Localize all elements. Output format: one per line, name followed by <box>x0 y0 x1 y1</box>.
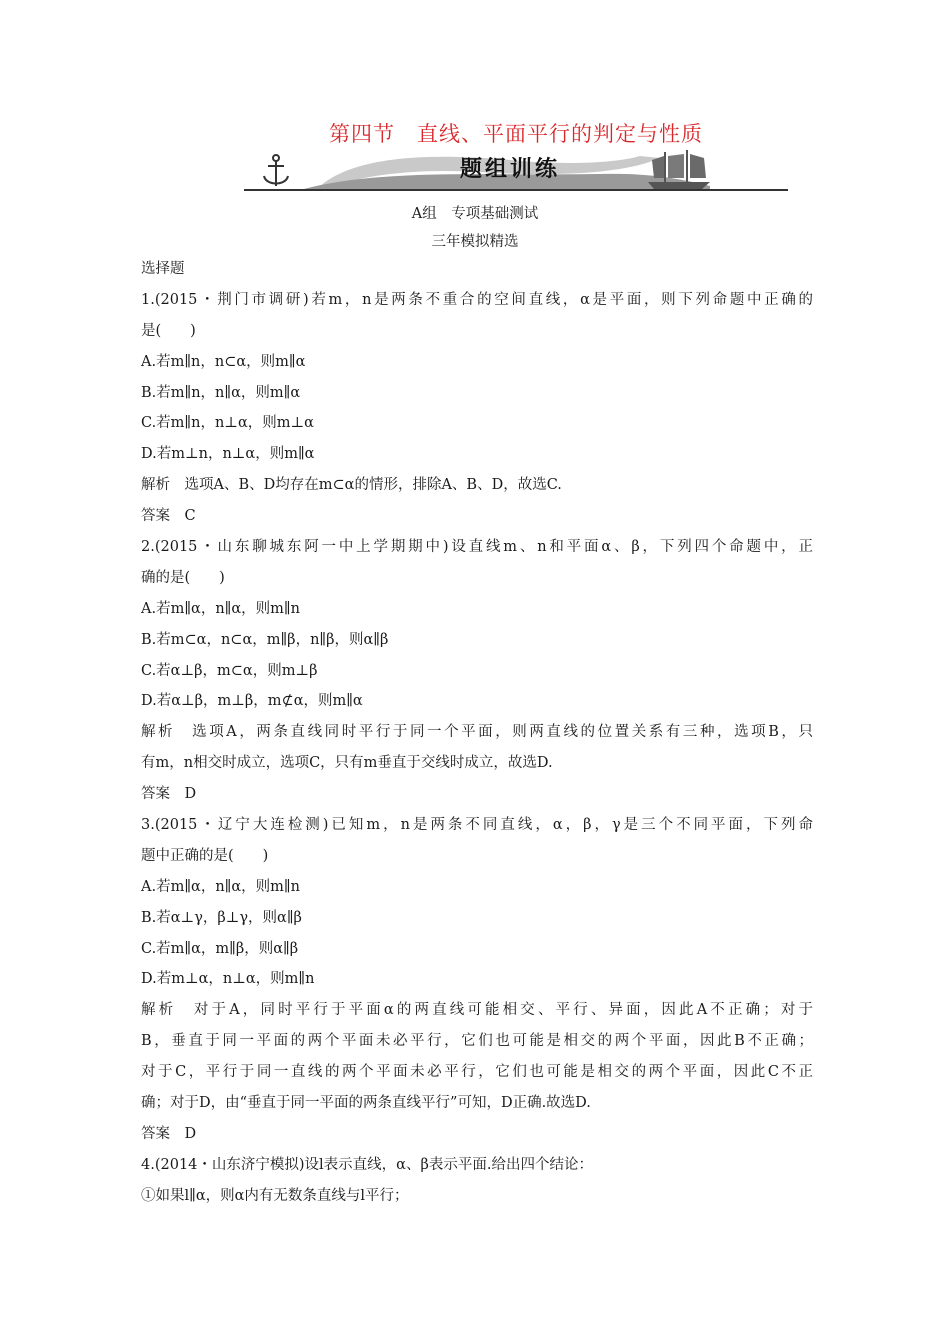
text-line: 确的是( ) <box>141 569 225 586</box>
document-body <box>141 254 813 1212</box>
text-line: 答案 D <box>141 1125 197 1142</box>
text-line: D.若α⊥β，m⊥β，m⊄α，则m∥α <box>141 693 363 710</box>
text-line: 2.(2015・山东聊城东阿一中上学期期中)设直线m、n和平面α、β，下列四个命题中，正 <box>141 539 813 556</box>
text-line: 4.(2014・山东济宁模拟)设l表示直线，α、β表示平面.给出四个结论： <box>141 1156 593 1173</box>
text-line: D.若m⊥α，n⊥α，则m∥n <box>141 971 315 988</box>
text-line: 有m，n相交时成立，选项C，只有m垂直于交线时成立，故选D. <box>141 755 553 772</box>
section-header <box>240 118 792 196</box>
text-line: 是( ) <box>141 322 196 339</box>
anchor-icon <box>264 155 288 186</box>
text-line: 答案 D <box>141 786 197 803</box>
text-line: 题中正确的是( ) <box>141 847 269 864</box>
text-line: C.若m∥n，n⊥α，则m⊥α <box>141 415 314 432</box>
text-line: B，垂直于同一平面的两个平面未必平行，它们也可能是相交的两个平面，因此B不正确； <box>141 1033 813 1050</box>
text-line: 选择题 <box>141 261 185 277</box>
text-line: 解析 选项A，两条直线同时平行于同一个平面，则两直线的位置关系有三种，选项B，只 <box>141 724 813 741</box>
text-line: 解析 对于A，同时平行于平面α的两直线可能相交、平行、异面，因此A不正确；对于 <box>141 1002 813 1019</box>
text-line: A.若m∥α，n∥α，则m∥n <box>141 878 300 895</box>
text-line: C.若m∥α，m∥β，则α∥β <box>141 940 299 957</box>
text-line: 解析 选项A、B、D均存在m⊂α的情形，排除A、B、D，故选C. <box>141 477 562 494</box>
text-line: B.若α⊥γ，β⊥γ，则α∥β <box>141 909 302 926</box>
text-line: D.若m⊥n，n⊥α，则m∥α <box>141 446 315 463</box>
text-line: A.若m∥n，n⊂α，则m∥α <box>141 353 306 370</box>
section-title: 第四节 直线、平面平行的判定与性质 <box>329 122 703 146</box>
subgroup-title: 三年模拟精选 <box>431 234 519 250</box>
text-line: A.若m∥α，n∥α，则m∥n <box>141 600 300 617</box>
text-line: B.若m∥n，n∥α，则m∥α <box>141 384 301 401</box>
text-line: 确；对于D，由“垂直于同一平面的两条直线平行”可知，D正确.故选D. <box>141 1095 591 1112</box>
text-line: B.若m⊂α，n⊂α，m∥β，n∥β，则α∥β <box>141 631 389 648</box>
banner-label: 题组训练 <box>459 157 560 182</box>
ship-icon <box>648 150 710 189</box>
text-line: 3.(2015・辽宁大连检测)已知m，n是两条不同直线，α，β，γ是三个不同平面，下列命 <box>141 817 813 834</box>
text-line: 1.(2015・荆门市调研)若m，n是两条不重合的空间直线，α是平面，则下列命题中正确的 <box>141 291 813 308</box>
text-line: 答案 C <box>141 508 196 525</box>
text-line: C.若α⊥β，m⊂α，则m⊥β <box>141 662 318 679</box>
group-title: A组 专项基础测试 <box>411 206 539 222</box>
text-line: 对于C，平行于同一直线的两个平面未必平行，它们也可能是相交的两个平面，因此C不正 <box>141 1064 813 1081</box>
text-line: ①如果l∥α，则α内有无数条直线与l平行； <box>141 1187 409 1204</box>
